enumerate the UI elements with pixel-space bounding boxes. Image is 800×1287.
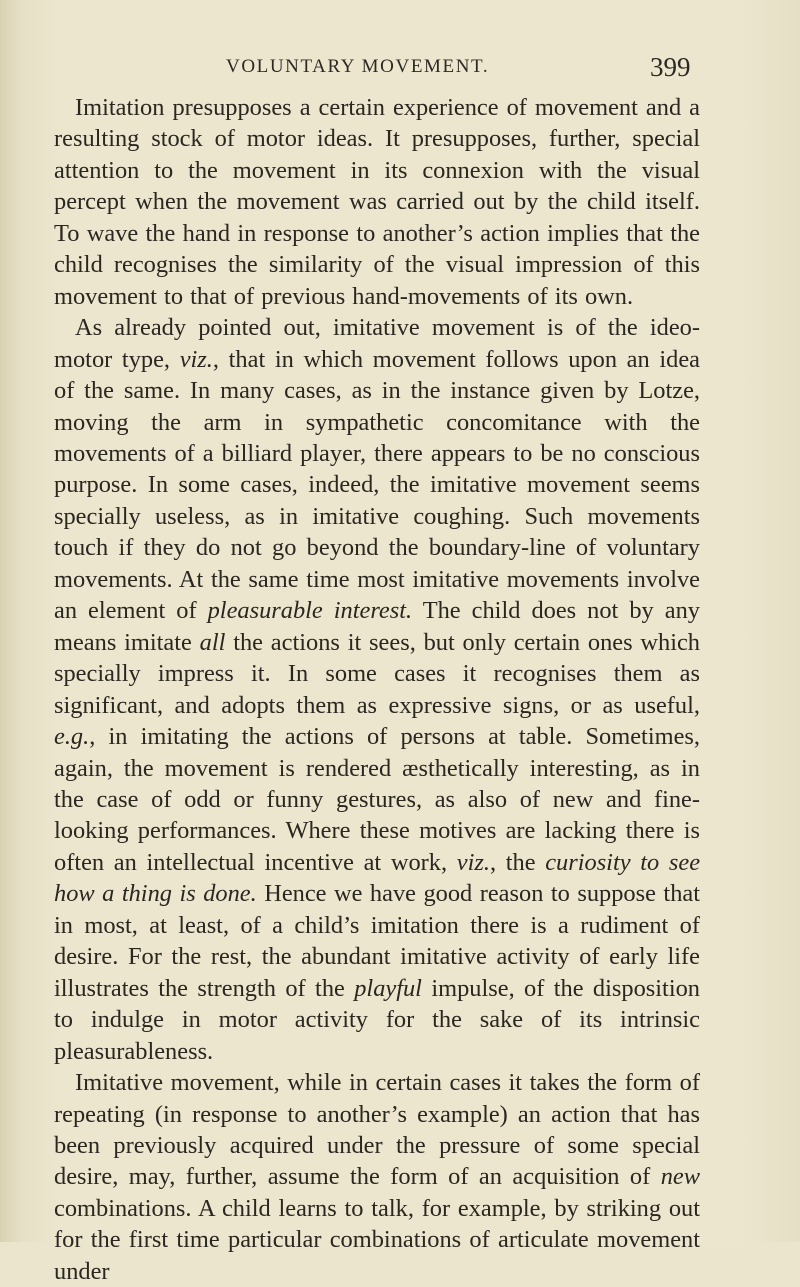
text-segment: , the (489, 848, 546, 876)
text-segment: the actions it sees, but only certain ones which specially impress it. In some cases it recognises them as significant, and adopts them as expressive signs, or as useful, (54, 628, 700, 719)
text-segment: The child does not by any means imitate (54, 597, 700, 656)
italic-text: curiosity to see how a thing is done. (54, 848, 701, 908)
paragraph (54, 92, 700, 312)
italic-text: e.g. (54, 723, 90, 751)
italic-text: viz. (456, 848, 490, 876)
running-title: VOLUNTARY MOVEMENT. (226, 56, 490, 77)
body-text (54, 92, 700, 1287)
text-segment: combinations. A child learns to talk, for example, by striking out for the first time particular combinations of articulate movement under (54, 1194, 700, 1285)
text-segment: Hence we have good reason to suppose that in most, at least, of a child’s imitation there is a rudiment of desire. For the rest, the abundant imitative activity of early life illustrates the strength of the (54, 880, 700, 1002)
running-head (0, 52, 800, 86)
italic-text: new (660, 1163, 700, 1191)
italic-text: playful (354, 974, 422, 1002)
text-segment: , that in which movement follows upon an idea of the same. In many cases, as in the instance given by Lotze, moving the arm in sympathetic concomitance with the movements of a billiard player, there appears to be no conscious purpose. In some cases, indeed, the imitative movement seems specially useless, as in imitative coughing. Such movements touch if they do not go beyond the boundary-line of voluntary movements. At the same time most imitative movements involve an element of (54, 345, 700, 625)
text-segment: , in imitating the actions of persons at table. Sometimes, again, the movement is rendered æsthetically interesting, as in the case of odd or funny gestures, as also of new and fine-looking performances. Where these motives are lacking there is often an intellectual incentive at work, (54, 723, 700, 876)
text-segment: Imitation presupposes a certain experience of movement and a resulting stock of motor ideas. It presupposes, further, special attention to the movement in its connexion with the visual percept when the movement was carried out by the child itself. To wave the hand in response to another’s action implies that the child recognises the similarity of the visual impression of this movement to that of previous hand-movements of its own. (54, 94, 700, 310)
paragraph (54, 1067, 700, 1287)
italic-text: viz. (179, 345, 213, 373)
paragraph (54, 312, 700, 1067)
italic-text: pleasurable interest. (207, 597, 413, 625)
page-number: 399 (650, 52, 691, 82)
italic-text: all (199, 628, 226, 656)
text-segment: impulse, of the disposition to indulge in motor activity for the sake of its intrinsic pleasurableness. (54, 974, 700, 1065)
text-segment: Imitative movement, while in certain cases it takes the form of repeating (in response to another’s example) an action that has been previously acquired under the pressure of some special desire, may, further, assume the form of an acquisition of (54, 1069, 700, 1191)
text-segment: As already pointed out, imitative movement is of the ideo-motor type, (54, 314, 700, 373)
